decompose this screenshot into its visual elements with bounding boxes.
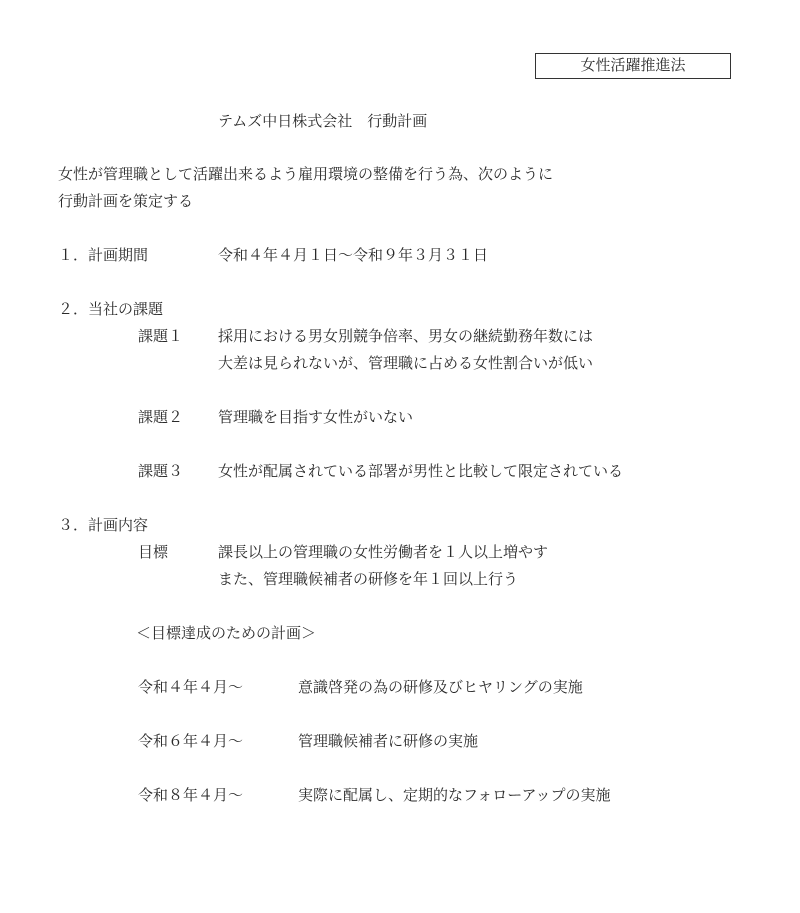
issue-3-label: 課題３ bbox=[138, 462, 184, 480]
issue-2-line-1: 管理職を目指す女性がいない bbox=[218, 408, 414, 426]
issue-1-line-2: 大差は見られないが、管理職に占める女性割合いが低い bbox=[218, 354, 594, 372]
plan-2-date: 令和６年４月～ bbox=[138, 732, 244, 750]
plan-1-action: 意識啓発の為の研修及びヒヤリングの実施 bbox=[298, 678, 583, 696]
section1-heading: １．計画期間 bbox=[58, 246, 149, 264]
page-title: テムズ中日株式会社 行動計画 bbox=[218, 112, 428, 130]
plan-heading: ＜目標達成のための計画＞ bbox=[136, 624, 317, 642]
goal-label: 目標 bbox=[138, 543, 169, 561]
section3-heading: ３．計画内容 bbox=[58, 516, 149, 534]
plan-3-action: 実際に配属し、定期的なフォローアップの実施 bbox=[298, 786, 611, 804]
law-badge: 女性活躍推進法 bbox=[535, 53, 731, 79]
section2-heading: ２．当社の課題 bbox=[58, 300, 164, 318]
goal-line-2: また、管理職候補者の研修を年１回以上行う bbox=[218, 570, 519, 588]
plan-3-date: 令和８年４月～ bbox=[138, 786, 244, 804]
plan-1-date: 令和４年４月～ bbox=[138, 678, 244, 696]
issue-2-label: 課題２ bbox=[138, 408, 184, 426]
plan-period-value: 令和４年４月１日～令和９年３月３１日 bbox=[218, 246, 489, 264]
intro-line-1: 女性が管理職として活躍出来るよう雇用環境の整備を行う為、次のように bbox=[58, 165, 554, 183]
goal-line-1: 課長以上の管理職の女性労働者を１人以上増やす bbox=[218, 543, 549, 561]
intro-line-2: 行動計画を策定する bbox=[58, 192, 194, 210]
plan-2-action: 管理職候補者に研修の実施 bbox=[298, 732, 479, 750]
issue-1-line-1: 採用における男女別競争倍率、男女の継続勤務年数には bbox=[218, 327, 594, 345]
issue-1-label: 課題１ bbox=[138, 327, 184, 345]
issue-3-line-1: 女性が配属されている部署が男性と比較して限定されている bbox=[218, 462, 624, 480]
